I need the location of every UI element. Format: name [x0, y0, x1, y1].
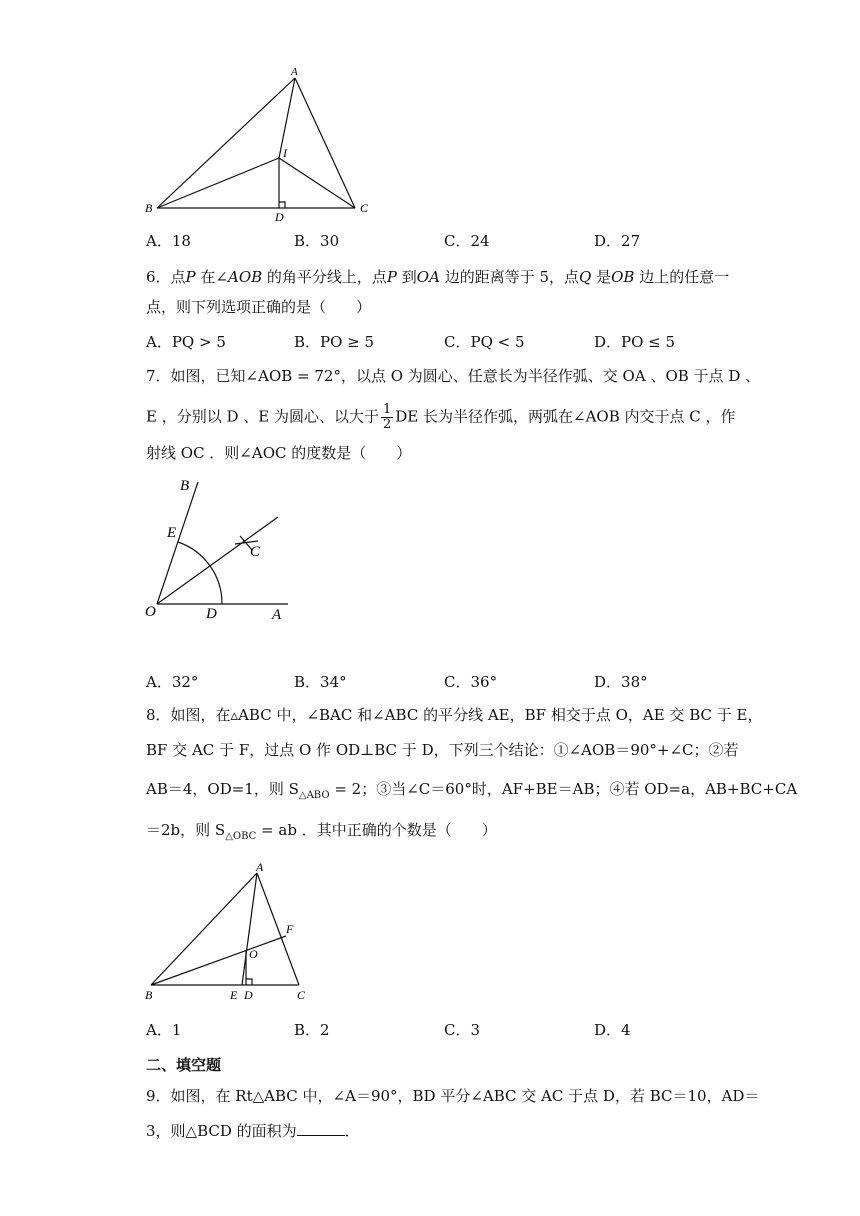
- label-O: O: [249, 947, 258, 961]
- q5-option-b: B．30: [294, 232, 340, 250]
- label-F: F: [286, 922, 294, 936]
- q6-stem-line2: 点，则下列选项正确的是（ ）: [146, 298, 372, 316]
- q6-option-a: A．PQ > 5: [146, 333, 226, 351]
- q5-option-d: D．27: [594, 232, 641, 250]
- q9-stem-line1: 9．如图，在 Rt△ABC 中，∠A＝90°，BD 平分∠ABC 交 AC 于点 D，若 BC＝10，AD＝: [146, 1087, 760, 1105]
- label-D: D: [275, 210, 284, 224]
- fraction-one-half: $\frac{1}{2}$: [383, 402, 392, 432]
- q6-option-b: B．PO ≥ 5: [294, 333, 375, 351]
- q8-option-a: A．1: [146, 1021, 182, 1039]
- q7-stem-line2: E ，分别以 D 、E 为圆心、以大于 $\frac{1}{2}$ DE 长为半径作弧，两弧在∠AOB 内交于点 C ，作: [146, 402, 736, 432]
- label-D: D: [206, 606, 217, 622]
- q7-option-b: B．34°: [294, 673, 347, 691]
- q8-option-c: C．3: [444, 1021, 481, 1039]
- q5-option-a: A．18: [146, 232, 191, 250]
- q8-stem-line4: ＝2b，则 $S_{\triangle OBC}$ = ab ．其中正确的个数是（ ）: [146, 821, 497, 842]
- label-B: B: [145, 201, 153, 215]
- label-C: C: [250, 544, 261, 560]
- q5-option-c: C．24: [444, 232, 490, 250]
- label-E: E: [230, 988, 238, 1002]
- q8-option-d: D．4: [594, 1021, 631, 1039]
- q8-stem-line2: BF 交 AC 于 F，过点 O 作 OD⊥BC 于 D，下列三个结论：①∠AOB＝90°+∠C；②若: [146, 741, 739, 759]
- figure-triangle-incenter: [140, 60, 380, 225]
- label-A: A: [291, 66, 298, 78]
- label-A: A: [272, 607, 282, 623]
- label-D: D: [244, 988, 253, 1002]
- q7-option-c: C．36°: [444, 673, 498, 691]
- label-B: B: [145, 988, 153, 1002]
- section-title-fill-in: 二、填空题: [146, 1056, 222, 1074]
- q7-stem-line1: 7．如图，已知∠AOB = 72°，以点 O 为圆心、任意长为半径作弧、交 OA 、OB 于点 D 、: [146, 367, 761, 385]
- label-I: I: [283, 146, 287, 160]
- q6-option-c: C．PQ < 5: [444, 333, 525, 351]
- q7-stem-line3: 射线 OC ．则∠AOC 的度数是（ ）: [146, 444, 412, 462]
- figure-triangle-bisectors: [140, 858, 325, 1008]
- q8-stem-line3: AB＝4，OD=1，则 $S_{\triangle ABO} = 2$；③当∠C＝60°时，AF+BE＝AB；④若 OD=a，AB+BC+CA: [146, 780, 798, 801]
- q8-option-b: B．2: [294, 1021, 330, 1039]
- label-E: E: [167, 525, 177, 541]
- label-B: B: [180, 478, 190, 494]
- q6-option-d: D．PO ≤ 5: [594, 333, 676, 351]
- label-C: C: [297, 988, 306, 1002]
- q8-stem-line1: 8．如图，在▵ABC 中，∠BAC 和∠ABC 的平分线 AE，BF 相交于点 O，AE 交 BC 于 E，: [146, 706, 763, 724]
- q6-stem-line1: 6．点P 在∠AOB 的角平分线上，点P 到OA 边的距离等于 5，点Q 是OB 边上的任意一: [146, 268, 730, 286]
- label-A: A: [256, 860, 264, 874]
- q7-option-a: A．32°: [146, 673, 199, 691]
- q7-option-d: D．38°: [594, 673, 648, 691]
- label-C: C: [360, 201, 369, 215]
- q9-stem-line2: 3，则△BCD 的面积为 ．: [146, 1122, 360, 1140]
- figure-angle-bisector-construction: [140, 470, 300, 630]
- answer-blank[interactable]: [297, 1120, 345, 1136]
- label-O: O: [145, 604, 156, 620]
